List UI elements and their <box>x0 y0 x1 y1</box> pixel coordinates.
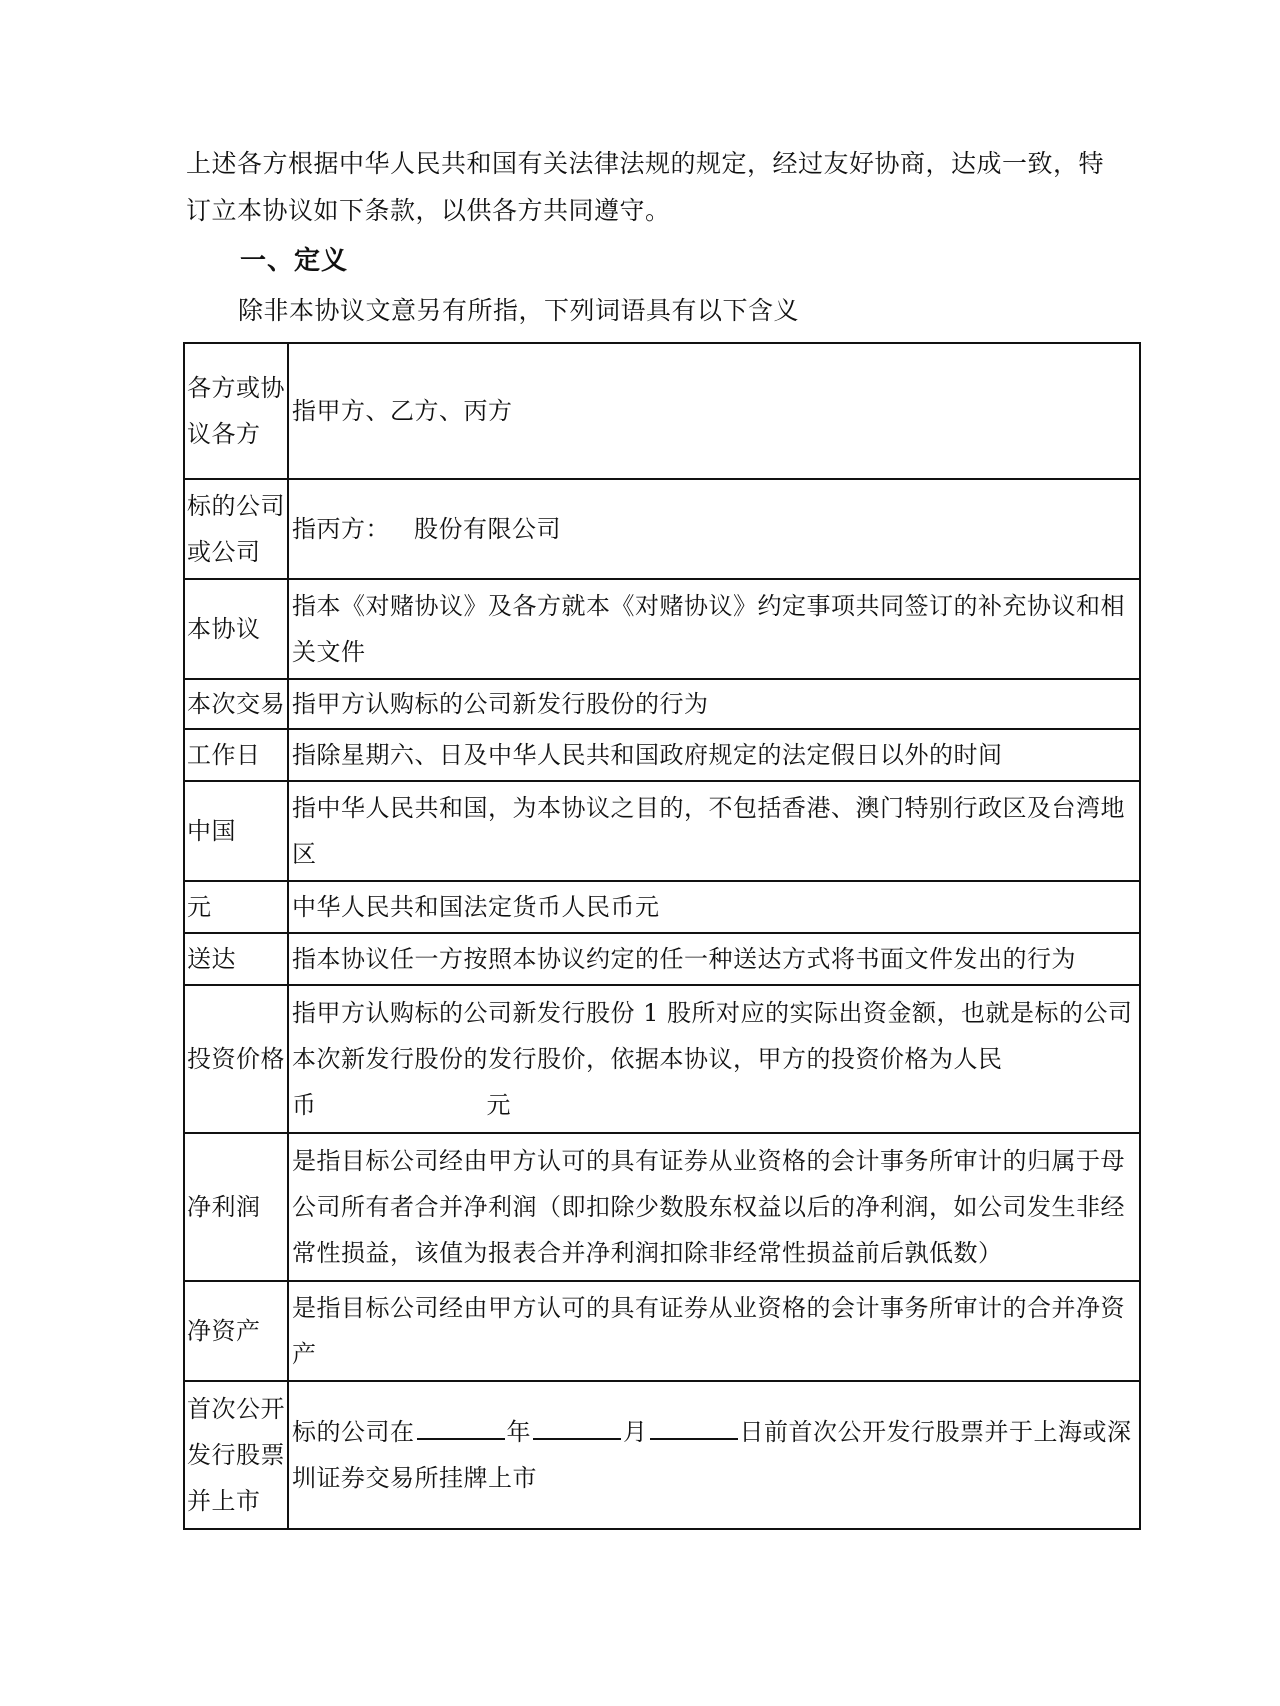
month-label: 月 <box>623 1418 648 1446</box>
definition-prefix: 指丙方： <box>292 515 390 543</box>
table-row <box>184 679 1140 729</box>
definition-cell <box>288 985 1140 1133</box>
term-cell: 净利润 <box>184 1133 288 1281</box>
definition-cell: 指甲方、乙方、丙方 <box>288 343 1140 479</box>
definition-cell: 指中华人民共和国，为本协议之目的，不包括香港、澳门特别行政区及台湾地区 <box>288 781 1140 881</box>
term-cell: 工作日 <box>184 729 288 781</box>
year-label: 年 <box>506 1418 531 1446</box>
term-cell: 投资价格 <box>184 985 288 1133</box>
term-cell: 净资产 <box>184 1281 288 1381</box>
section-heading: 一、定义 <box>240 246 349 276</box>
table-row <box>184 579 1140 679</box>
definition-cell <box>288 479 1140 579</box>
definition-cell: 是指目标公司经由甲方认可的具有证券从业资格的会计事务所审计的合并净资产 <box>288 1281 1140 1381</box>
table-row <box>184 781 1140 881</box>
table-row <box>184 343 1140 479</box>
table-row <box>184 1281 1140 1381</box>
term-cell: 首次公开发行股票并上市 <box>184 1381 288 1529</box>
table-row <box>184 985 1140 1133</box>
term-cell: 本次交易 <box>184 679 288 729</box>
definitions-table <box>183 342 1141 1530</box>
definition-cell: 指本协议任一方按照本协议约定的任一种送达方式将书面文件发出的行为 <box>288 933 1140 985</box>
table-row <box>184 1133 1140 1281</box>
term-cell: 本协议 <box>184 579 288 679</box>
term-cell: 送达 <box>184 933 288 985</box>
table-row <box>184 479 1140 579</box>
definition-prefix: 标的公司在 <box>292 1418 415 1446</box>
definition-suffix: 日前首次公开发行股票并于上海或深圳证券交易所挂牌上市 <box>292 1418 1132 1492</box>
day-blank <box>650 1412 738 1440</box>
table-row <box>184 1381 1140 1529</box>
term-cell: 标的公司或公司 <box>184 479 288 579</box>
section-intro: 除非本协议文意另有所指，下列词语具有以下含义 <box>238 296 800 325</box>
currency-label: 币 <box>292 1091 317 1119</box>
table-row <box>184 881 1140 933</box>
term-cell: 中国 <box>184 781 288 881</box>
definition-cell: 指除星期六、日及中华人民共和国政府规定的法定假日以外的时间 <box>288 729 1140 781</box>
table-row <box>184 933 1140 985</box>
term-cell: 各方或协议各方 <box>184 343 288 479</box>
intro-paragraph: 上述各方根据中华人民共和国有关法律法规的规定，经过友好协商，达成一致，特订立本协议如下条款，以供各方共同遵守。 <box>186 149 1105 225</box>
definition-cell <box>288 1381 1140 1529</box>
definition-cell: 指本《对赌协议》及各方就本《对赌协议》约定事项共同签订的补充协议和相关文件 <box>288 579 1140 679</box>
unit-label: 元 <box>486 1091 511 1119</box>
definition-cell: 是指目标公司经由甲方认可的具有证券从业资格的会计事务所审计的归属于母公司所有者合并净利润（即扣除少数股东权益以后的净利润，如公司发生非经常性损益，该值为报表合并净利润扣除非经常性损益前后孰低数） <box>288 1133 1140 1281</box>
definition-cell: 指甲方认购标的公司新发行股份的行为 <box>288 679 1140 729</box>
definition-cell: 中华人民共和国法定货币人民币元 <box>288 881 1140 933</box>
definition-suffix: 股份有限公司 <box>414 515 561 543</box>
term-cell: 元 <box>184 881 288 933</box>
month-blank <box>533 1412 621 1440</box>
definition-main: 指甲方认购标的公司新发行股份 1 股所对应的实际出资金额，也就是标的公司本次新发行股份的发行股价，依据本协议，甲方的投资价格为人民 <box>292 999 1133 1073</box>
year-blank <box>417 1412 505 1440</box>
table-row <box>184 729 1140 781</box>
